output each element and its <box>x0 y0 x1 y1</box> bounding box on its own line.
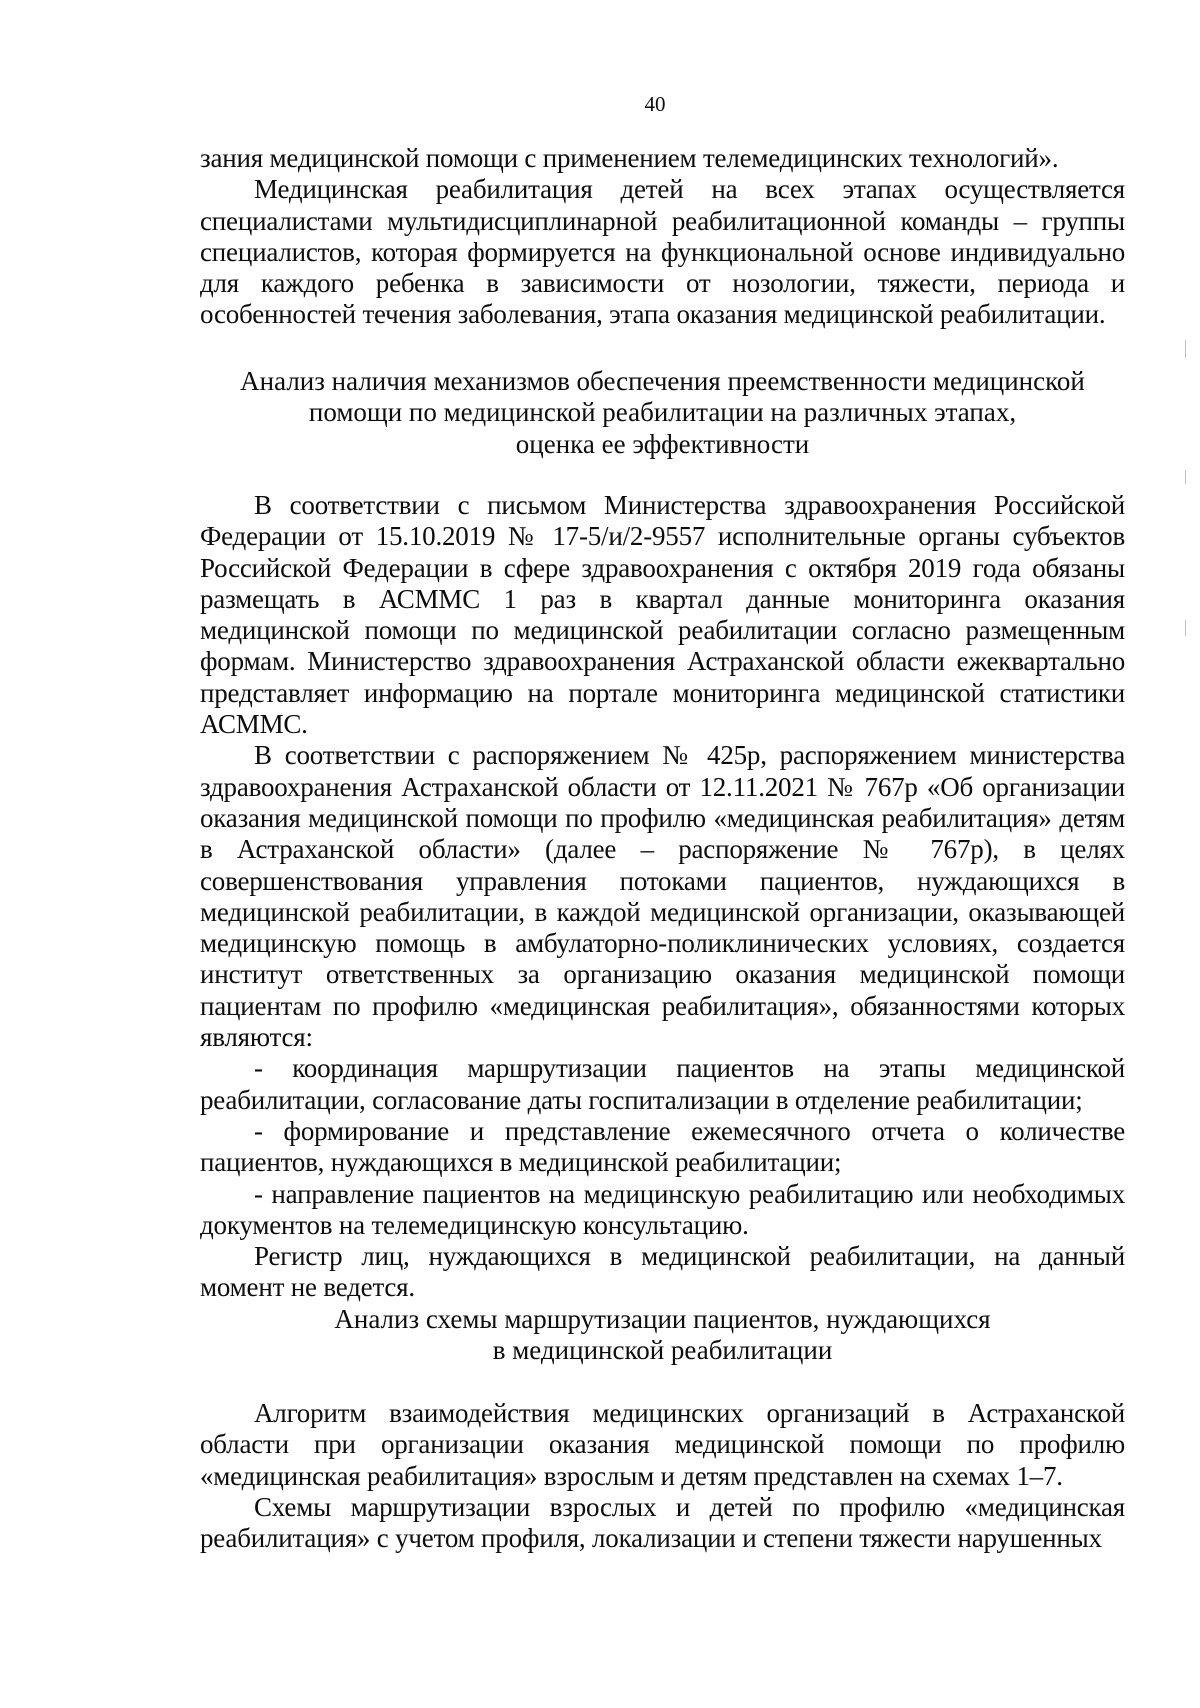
section2-body <box>200 1398 1125 1554</box>
scan-artifact <box>1185 620 1186 636</box>
section1-heading-line: оценка ее эффективности <box>515 428 810 459</box>
section2-heading <box>200 1304 1125 1367</box>
intro-block <box>200 143 1125 331</box>
page-number: 40 <box>644 92 666 116</box>
section1-list-item: - направление пациентов на медицинскую реабилитацию или необходимых документов на телемедицинскую консультацию. <box>200 1178 1125 1240</box>
section1-heading <box>200 366 1125 460</box>
intro-paragraph: Медицинская реабилитация детей на всех этапах осуществляется специалистами мультидисциплинарной реабилитационной команды – группы специалистов, которая формируется на функциональной основе индивидуально для каждого ребенка в зависимости от нозологии, тяжести, периода и особенностей течения заболевания, этапа оказания медицинской реабилитации. <box>200 174 1125 330</box>
section1-list-item: - формирование и представление ежемесячного отчета о количестве пациентов, нуждающихся в медицинской реабилитации; <box>200 1115 1125 1178</box>
section2-paragraph: Алгоритм взаимодействия медицинских организаций в Астраханской области при организации оказания медицинской помощи по профилю «медицинская реабилитация» взрослым и детям представлен на схемах 1–7. <box>200 1398 1125 1491</box>
section1-paragraph: В соответствии с письмом Министерства здравоохранения Российской Федерации от 15.10.2019 № 17-5/и/2-9557 исполнительные органы субъектов Российской Федерации в сфере здравоохранения с октября 2019 года обязаны размещать в АСММС 1 раз в квартал данные мониторинга оказания медицинской помощи по медицинской реабилитации согласно размещенным формам. Министерство здравоохранения Астраханской области ежеквартально представляет информацию на портале мониторинга медицинской статистики АСММС. <box>200 490 1125 740</box>
section1-paragraph: Регистр лиц, нуждающихся в медицинской реабилитации, на данный момент не ведется. <box>200 1241 1125 1303</box>
intro-continuation: зания медицинской помощи с применением телемедицинских технологий». <box>200 143 1059 173</box>
section1-list-item: - координация маршрутизации пациентов на этапы медицинской реабилитации, согласование даты госпитализации в отделение реабилитации; <box>200 1053 1125 1115</box>
section1-heading-line: помощи по медицинской реабилитации на различных этапах, <box>308 397 1017 428</box>
section1-body <box>200 490 1125 1304</box>
section1-paragraph: В соответствии с распоряжением № 425р, распоряжением министерства здравоохранения Астраханской области от 12.11.2021 № 767р «Об организации оказания медицинской помощи по профилю «медицинская реабилитация» детям в Астраханской области» (далее – распоряжение № 767р), в целях совершенствования управления потоками пациентов, нуждающихся в медицинской реабилитации, в каждой медицинской организации, оказывающей медицинскую помощь в амбулаторно-поликлинических условиях, создается институт ответственных за организацию оказания медицинской помощи пациентам по профилю «медицинская реабилитация», обязанностями которых являются: <box>200 740 1125 1053</box>
section2-heading-line: Анализ схемы маршрутизации пациентов, нуждающихся <box>334 1304 991 1334</box>
section1-heading-line: Анализ наличия механизмов обеспечения преемственности медицинской <box>240 366 1085 396</box>
scan-artifact <box>1185 340 1186 358</box>
section2-paragraph: Схемы маршрутизации взрослых и детей по профилю «медицинская реабилитация» с учетом профиля, локализации и степени тяжести нарушенных <box>200 1491 1125 1554</box>
section2-heading-line: в медицинской реабилитации <box>492 1335 833 1366</box>
scan-artifact <box>1185 470 1186 484</box>
